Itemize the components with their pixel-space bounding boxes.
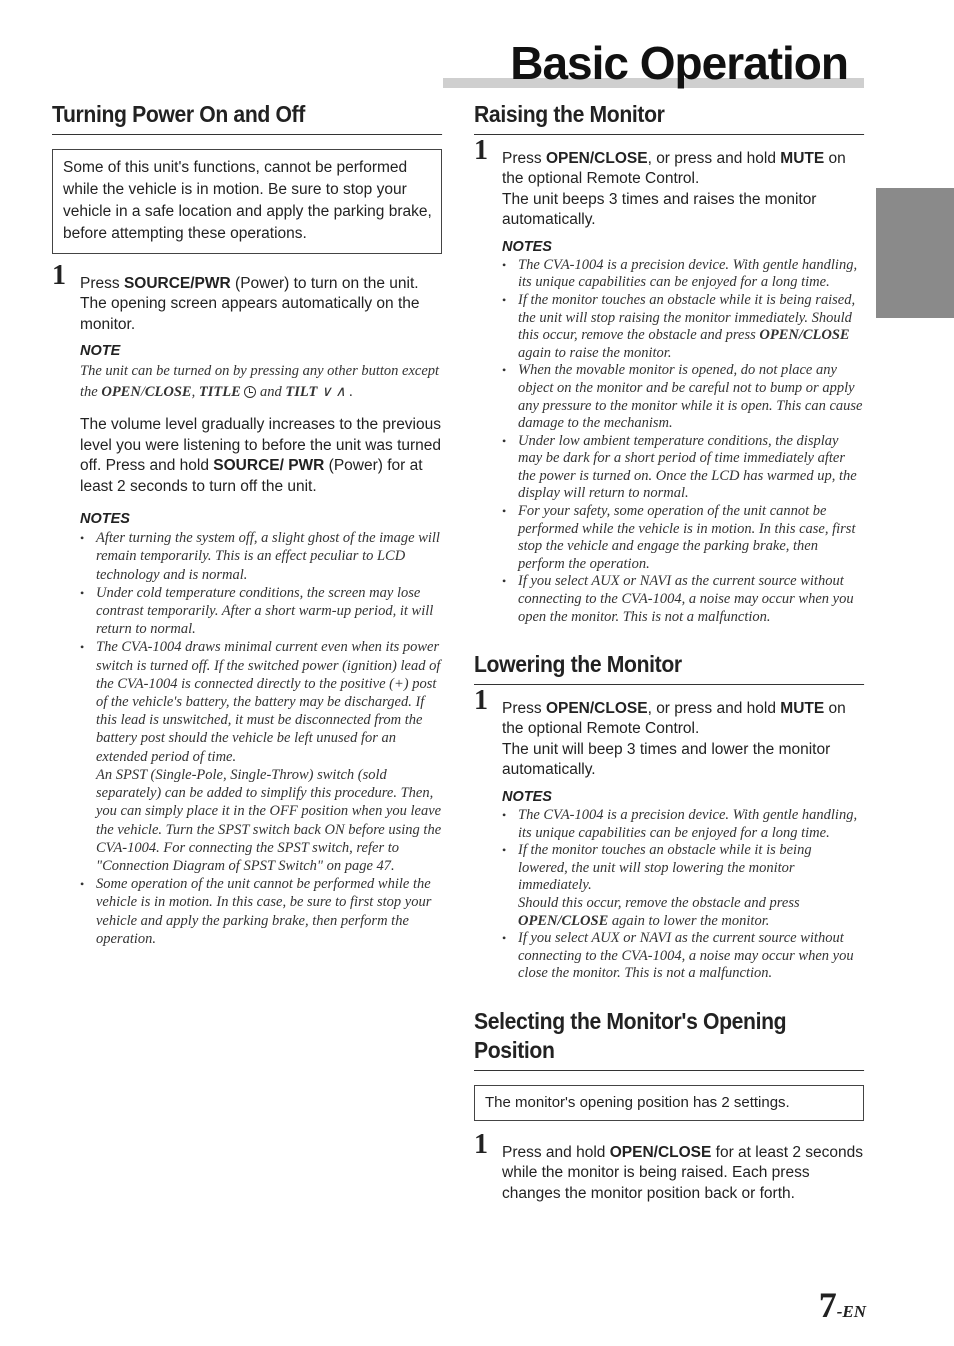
list-item: • The CVA-1004 draws minimal current even when its power switch is turned off. If the switched power (ignition) lead of the CVA-1004 is connected directly to the positive (+) post of the vehicle's battery, the battery may be discharged. If this lead is unswitched, it must be disconnected from the battery post should the vehicle be left unused for an extended period of time. An SPST (Single-Pole, Single-Throw) switch (sold separately) can be added to simplify this procedure. Then, you can simply place it in the OFF position when you leave the vehicle. Turn the SPST switch back ON before using the CVA-1004. For connecting the SPST switch, refer to "Connection Diagram of SPST Switch" on page 47. bbox=[80, 638, 442, 875]
page-number: 7-EN bbox=[818, 1285, 866, 1325]
list-item: • Under cold temperature conditions, the screen may lose contrast temporarily. After a short warm-up period, it will return to normal. bbox=[80, 584, 442, 639]
step-number: 1 bbox=[474, 1128, 488, 1160]
note-block bbox=[52, 343, 442, 948]
lower-notes bbox=[474, 789, 864, 983]
volume-paragraph: The volume level gradually increases to the previous level you were listening to before the unit was turned off. Press and hold SOURCE/ PWR (Power) for at least 2 seconds to turn off the unit. bbox=[80, 416, 442, 495]
raise-notes bbox=[474, 239, 864, 626]
list-item: • Some operation of the unit cannot be performed while the vehicle is in motion. In this case, be sure to first stop your vehicle and apply the parking brake, then perform the operation. bbox=[80, 875, 442, 948]
list-item: • If you select AUX or NAVI as the current source without connecting to the CVA-1004, a noise may occur when you close the monitor. This is not a malfunction. bbox=[502, 930, 864, 983]
notes-list bbox=[502, 807, 864, 983]
list-item: • If the monitor touches an obstacle while it is being raised, the unit will stop raising the monitor immediately. Should this occur, remove the obstacle and press OPEN/CLOSE again to raise the monitor. bbox=[502, 292, 864, 362]
list-item: • After turning the system off, a slight ghost of the image will remain temporarily. This is an effect peculiar to LCD technology and is normal. bbox=[80, 529, 442, 584]
notes-heading: NOTES bbox=[80, 511, 130, 528]
note-heading: NOTE bbox=[80, 343, 121, 360]
notes-heading: NOTES bbox=[502, 788, 552, 805]
left-column bbox=[52, 100, 442, 948]
list-item: • If you select AUX or NAVI as the current source without connecting to the CVA-1004, a noise may occur when you open the monitor. This is not a malfunction. bbox=[502, 573, 864, 626]
step-number: 1 bbox=[474, 134, 488, 166]
step-power-on bbox=[52, 259, 442, 336]
notes-heading: NOTES bbox=[502, 238, 552, 255]
list-item: • The CVA-1004 is a precision device. With gentle handling, its unique capabilities can be enjoyed for a long time. bbox=[502, 257, 864, 292]
step-result: The opening screen appears automatically on the monitor. bbox=[80, 295, 420, 333]
step-text: Press and hold OPEN/CLOSE for at least 2 seconds while the monitor is being raised. Each press changes the monitor position back or forth. bbox=[502, 1143, 863, 1202]
step-position bbox=[474, 1128, 864, 1205]
step-number: 1 bbox=[52, 259, 66, 291]
section-heading-position: Selecting the Monitor's Opening Position bbox=[474, 1007, 864, 1071]
list-item: • Under low ambient temperature conditions, the display may be dark for a short period of time immediately after the power is turned on. Once the LCD has warmed up, the display will return to normal. bbox=[502, 433, 864, 503]
list-item: • For your safety, some operation of the unit cannot be performed while the vehicle is in motion. In this case, first stop the vehicle and engage the parking brake, then perform the operation. bbox=[502, 503, 864, 573]
section-heading-raise: Raising the Monitor bbox=[474, 100, 864, 135]
step-result: The unit beeps 3 times and raises the monitor automatically. bbox=[502, 190, 817, 229]
info-box: The monitor's opening position has 2 settings. bbox=[474, 1085, 864, 1121]
list-item: • If the monitor touches an obstacle while it is being lowered, the unit will stop lowering the monitor immediately. Should this occur, remove the obstacle and press OPEN/CLOSE again to lower the monitor. bbox=[502, 842, 864, 930]
page-title: Basic Operation bbox=[510, 37, 848, 89]
section-heading-power: Turning Power On and Off bbox=[52, 100, 442, 135]
list-item: • When the movable monitor is opened, do not place any object on the monitor and be careful not to bump or apply any pressure to the monitor while it is open. This can cause damage to the mechanism. bbox=[502, 362, 864, 432]
list-item: • The CVA-1004 is a precision device. With gentle handling, its unique capabilities can be enjoyed for a long time. bbox=[502, 807, 864, 842]
caution-box: Some of this unit's functions, cannot be performed while the vehicle is in motion. Be sure to stop your vehicle in a safe location and apply the parking brake, before attempting these operations. bbox=[52, 149, 442, 254]
right-column bbox=[474, 100, 864, 1204]
note-text: The unit can be turned on by pressing any other button except the OPEN/CLOSE, TITLE and TILT ∨ ∧ . bbox=[80, 363, 440, 401]
section-side-tab bbox=[876, 188, 954, 318]
clock-icon bbox=[244, 386, 256, 398]
section-heading-lower: Lowering the Monitor bbox=[474, 650, 864, 685]
step-text: Press OPEN/CLOSE, or press and hold MUTE on the optional Remote Control. bbox=[502, 699, 846, 738]
notes-list bbox=[80, 529, 442, 948]
notes-list bbox=[502, 257, 864, 626]
step-raise bbox=[474, 134, 864, 231]
step-lower bbox=[474, 684, 864, 781]
step-number: 1 bbox=[474, 684, 488, 716]
step-result: The unit will beep 3 times and lower the monitor automatically. bbox=[502, 740, 831, 779]
step-text: Press SOURCE/PWR (Power) to turn on the unit. bbox=[80, 274, 419, 292]
step-text: Press OPEN/CLOSE, or press and hold MUTE on the optional Remote Control. bbox=[502, 149, 846, 188]
